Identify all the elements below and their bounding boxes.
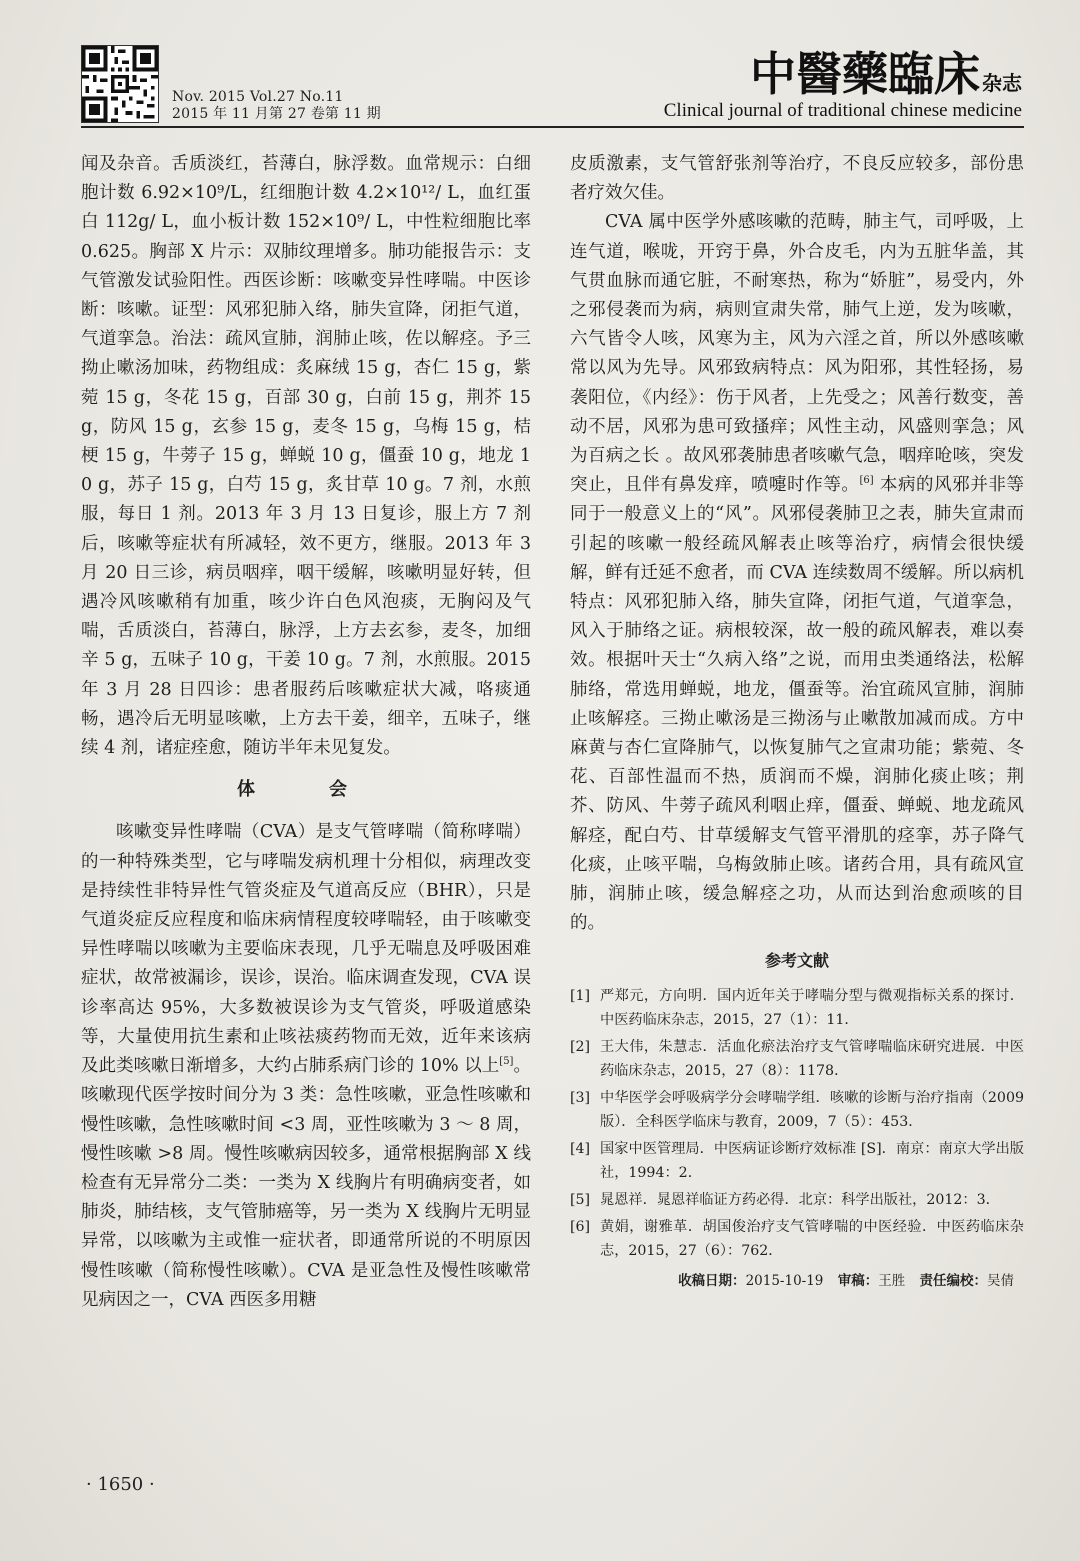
section-title: 体 会 xyxy=(237,779,375,801)
reference-item xyxy=(570,1086,1024,1134)
issue-en: Nov. 2015 Vol.27 No.11 xyxy=(172,89,344,105)
citation-5: [5] xyxy=(499,1056,514,1068)
left-column xyxy=(81,150,531,1315)
received-date: 2015-10-19 xyxy=(745,1272,824,1289)
journal-title-en: Clinical journal of traditional chinese medicine xyxy=(663,100,1022,121)
reviewer-name: 王胜 xyxy=(878,1272,906,1289)
reference-item xyxy=(570,984,1024,1032)
citation-6: [6] xyxy=(859,475,874,487)
discussion-text-b: 。咳嗽现代医学按时间分为 3 类：急性咳嗽，亚急性咳嗽和慢性咳嗽，急性咳嗽时间 <3 周，亚性咳嗽为 3 ～ 8 周，慢性咳嗽 >8 周。慢性咳嗽病因较多，通常根据胸部 X 线检查有无异常分二类：一类为 X 线胸片有明确病变者，如肺炎，肺结核，支气管肺癌等，另一类为 X 线胸片无明显异常，以咳嗽为主或惟一症状者，即通常所说的不明原因慢性咳嗽（简称慢性咳嗽）。CVA 是亚急性及慢性咳嗽常见病因之一，CVA 西医多用糖 xyxy=(81,1056,532,1310)
page-number: · 1650 · xyxy=(86,1474,155,1495)
issue-cn: 2015 年 11 月第 27 卷第 11 期 xyxy=(172,106,381,122)
received-label: 收稿日期： xyxy=(678,1272,746,1289)
discussion-paragraph xyxy=(81,818,531,1314)
editor-name: 吴倩 xyxy=(987,1272,1014,1289)
issue-info xyxy=(172,89,381,123)
reference-text: 国家中医管理局．中医病证诊断疗效标准 [S]．南京：南京大学出版社，1994：2． xyxy=(600,1140,1024,1181)
journal-name-cn: 中醫藥臨床 xyxy=(750,47,980,101)
reference-item xyxy=(570,1137,1024,1185)
reviewer-label: 审稿： xyxy=(837,1272,879,1289)
reference-number: [4] xyxy=(570,1140,591,1157)
journal-name-suffix: 杂志 xyxy=(982,71,1022,95)
reference-text: 中华医学会呼吸病学分会哮喘学组．咳嗽的诊断与治疗指南（2009 版）．全科医学临床与教育，2009，7（5）：453． xyxy=(600,1089,1024,1130)
reference-number: [5] xyxy=(570,1191,591,1208)
header-divider xyxy=(81,126,1024,128)
references-list xyxy=(570,984,1024,1263)
tcm-discussion-paragraph xyxy=(570,208,1024,938)
reference-number: [1] xyxy=(570,987,591,1004)
reference-number: [3] xyxy=(570,1089,591,1106)
reference-number: [2] xyxy=(570,1038,591,1055)
editor-label: 责任编校： xyxy=(919,1272,987,1289)
qr-code-icon xyxy=(81,45,159,123)
manuscript-info xyxy=(570,1267,1024,1296)
continued-text: 皮质激素，支气管舒张剂等治疗，不良反应较多，部份患者疗效欠佳。 xyxy=(570,154,1024,204)
case-report-text: 闻及杂音。舌质淡红，苔薄白，脉浮数。血常规示：白细胞计数 6.92×10⁹/L，红细胞计数 4.2×10¹²/ L，血红蛋白 112g/ L，血小板计数 152×10⁹/ L，中性粒细胞比率 0.625。胸部 X 片示：双肺纹理增多。肺功能报告示：支气管激发试验阳性。西医诊断：咳嗽变异性哮喘。中医诊断：咳嗽。证型：风邪犯肺入络，肺失宣降，闭拒气道，气道挛急。治法：疏风宣肺，润肺止咳，佐以解痉。予三拗止嗽汤加味，药物组成：炙麻绒 15 g，杏仁 15 g，紫菀 15 g，冬花 15 g，百部 30 g，白前 15 g，荆芥 15 g，防风 15 g，玄参 15 g，麦冬 15 g，乌梅 15 g，桔梗 15 g，牛蒡子 15 g，蝉蜕 10 g，僵蚕 10 g，地龙 10 g，苏子 15 g，白芍 15 g，炙甘草 10 g。7 剂，水煎服，每日 1 剂。2013 年 3 月 13 日复诊，服上方 7 剂后，咳嗽等症状有所减轻，效不更方，继服。2013 年 3 月 20 日三诊，病员咽痒，咽干缓解，咳嗽明显好转，但遇冷风咳嗽稍有加重，咳少许白色风泡痰，无胸闷及气喘，舌质淡白，苔薄白，脉浮，上方去玄参，麦冬，加细辛 5 g，五味子 10 g，干姜 10 g。7 剂，水煎服。2015 年 3 月 28 日四诊：患者服药后咳嗽症状大减，咯痰通畅，遇冷后无明显咳嗽，上方去干姜，细辛，五味子，继续 4 剂，诸症痊愈，随访半年未见复发。 xyxy=(81,154,531,759)
reference-text: 王大伟，朱慧志．活血化瘀法治疗支气管哮喘临床研究进展．中医药临床杂志，2015，27（8）：1178． xyxy=(600,1038,1024,1079)
reference-number: [6] xyxy=(570,1218,591,1235)
tcm-text-b: 本病的风邪并非等同于一般意义上的“风”。风邪侵袭肺卫之表，肺失宣肃而引起的咳嗽一般经疏风解表止咳等治疗，病情会很快缓解，鲜有迁延不愈者，而 CVA 连续数周不缓解。所以病机特点：风邪犯肺入络，肺失宣降，闭拒气道，气道挛急，风入于肺络之证。病根较深，故一般的疏风解表，难以奏效。根据叶天士“久病入络”之说，而用虫类通络法，松解肺络，常选用蝉蜕，地龙，僵蚕等。治宜疏风宣肺，润肺止咳解痉。三拗止嗽汤是三拗汤与止嗽散加减而成。方中麻黄与杏仁宣降肺气，以恢复肺气之宣肃功能；紫菀、冬花、百部性温而不热，质润而不燥，润肺化痰止咳；荆芥、防风、牛蒡子疏风利咽止痒，僵蚕、蝉蜕、地龙疏风解痉，配白芍、甘草缓解支气管平滑肌的痉挛，苏子降气化痰，止咳平喘，乌梅敛肺止咳。诸药合用，具有疏风宣肺，润肺止咳，缓急解痉之功，从而达到治愈顽咳的目的。 xyxy=(570,475,1025,934)
reference-item xyxy=(570,1188,1024,1212)
reference-item xyxy=(570,1035,1024,1083)
reference-text: 晁恩祥．晁恩祥临证方药必得．北京：科学出版社，2012：3． xyxy=(600,1191,1000,1208)
discussion-text-a: 咳嗽变异性哮喘（CVA）是支气管哮喘（简称哮喘）的一种特殊类型，它与哮喘发病机理十分相似，病理改变是持续性非特异性气管炎症及气道高反应（BHR），只是气道炎症反应程度和临床病情程度较哮喘轻，由于咳嗽变异性哮喘以咳嗽为主要临床表现，几乎无喘息及呼吸困难症状，故常被漏诊，误诊，误治。临床调查发现，CVA 误诊率高达 95%，大多数被误诊为支气管炎，呼吸道感染等，大量使用抗生素和止咳祛痰药物而无效，近年来该病及此类咳嗽日渐增多，大约占肺系病门诊的 10% 以上 xyxy=(81,822,531,1077)
reference-text: 严郑元，方向明．国内近年关于哮喘分型与微观指标关系的探讨．中医药临床杂志，2015，27（1）：11． xyxy=(600,987,1024,1028)
reference-text: 黄娟，谢雅革．胡国俊治疗支气管哮喘的中医经验．中医药临床杂志，2015，27（6）：762． xyxy=(600,1218,1024,1259)
right-column xyxy=(570,150,1024,1296)
reference-item xyxy=(570,1215,1024,1263)
journal-title-cn xyxy=(750,38,1022,104)
tcm-text-a: CVA 属中医学外感咳嗽的范畴，肺主气，司呼吸，上连气道，喉咙，开窍于鼻，外合皮毛，内为五脏华盖，其气贯血脉而通它脏，不耐寒热，称为“娇脏”，易受内，外之邪侵袭而为病，病则宣肃失常，肺气上逆，发为咳嗽，六气皆令人咳，风寒为主，风为六淫之首，所以外感咳嗽常以风为先导。风邪致病特点：风为阳邪，其性轻扬，易袭阳位，《内经》：伤于风者，上先受之；风善行数变，善动不居，风邪为患可致搔痒；风性主动，风盛则挛急；风为百病之长 。故风邪袭肺患者咳嗽气急，咽痒呛咳，突发突止，且伴有鼻发痒，喷嚏时作等。 xyxy=(570,212,1024,496)
references-title: 参考文献 xyxy=(764,951,829,971)
